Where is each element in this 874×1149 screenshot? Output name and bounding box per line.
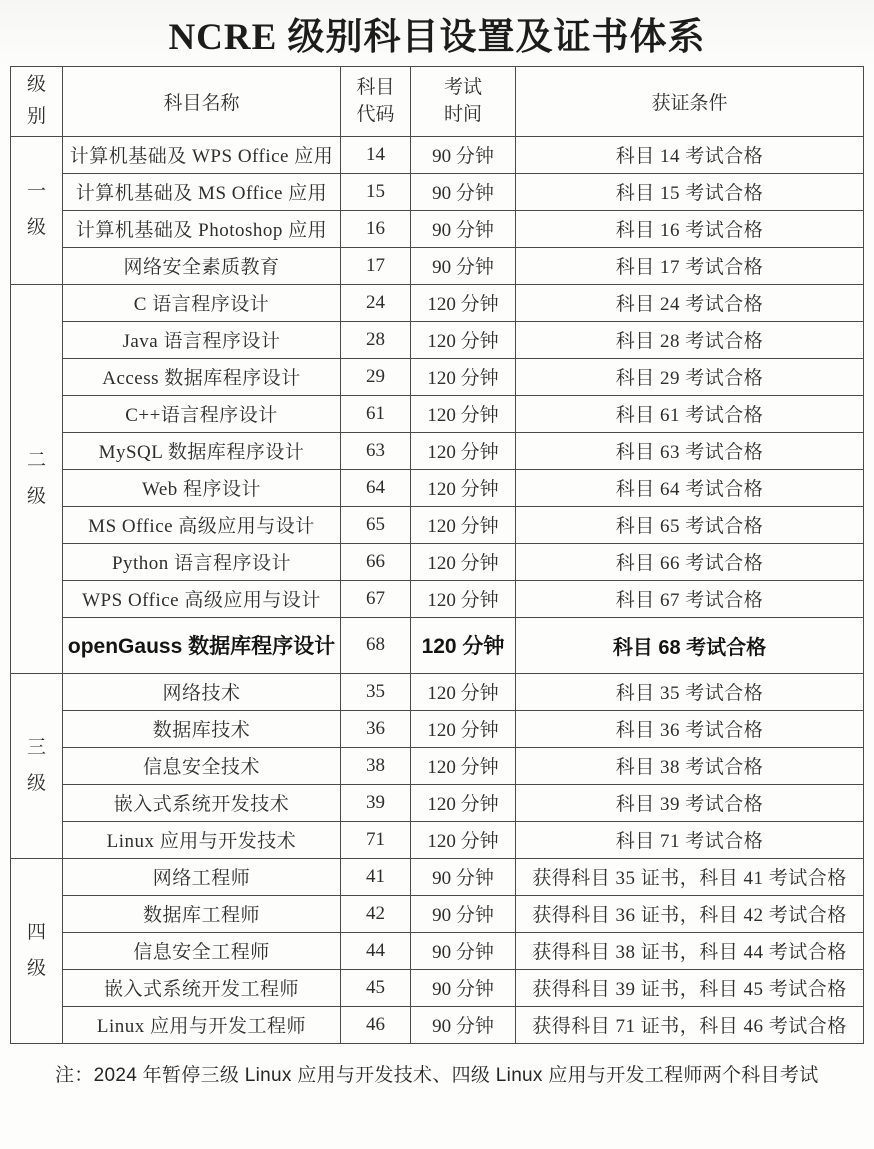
table-row: [11, 673, 864, 710]
code-cell: 46: [341, 1006, 411, 1043]
subject-cell: 计算机基础及 MS Office 应用: [63, 173, 341, 210]
duration-cell: 120 分钟: [411, 673, 516, 710]
condition-cell: 获得科目 71 证书，科目 46 考试合格: [516, 1006, 864, 1043]
code-cell: 71: [341, 821, 411, 858]
condition-cell: 科目 17 考试合格: [516, 247, 864, 284]
subject-cell: 数据库工程师: [63, 895, 341, 932]
code-cell: 39: [341, 784, 411, 821]
level-label: 四级: [11, 858, 63, 1043]
duration-cell: 120 分钟: [411, 284, 516, 321]
code-cell: 14: [341, 136, 411, 173]
table-row: [11, 284, 864, 321]
duration-cell: 120 分钟: [411, 395, 516, 432]
code-cell: 44: [341, 932, 411, 969]
level-label: 二级: [11, 284, 63, 673]
duration-cell: 90 分钟: [411, 136, 516, 173]
header-condition: 获证条件: [516, 67, 864, 137]
table-row: [11, 1006, 864, 1043]
condition-cell: 科目 67 考试合格: [516, 580, 864, 617]
duration-cell: 90 分钟: [411, 173, 516, 210]
duration-cell: 120 分钟: [411, 747, 516, 784]
condition-cell: 获得科目 39 证书，科目 45 考试合格: [516, 969, 864, 1006]
subject-cell: Java 语言程序设计: [63, 321, 341, 358]
subject-cell: MS Office 高级应用与设计: [63, 506, 341, 543]
duration-cell: 90 分钟: [411, 210, 516, 247]
duration-cell: 90 分钟: [411, 247, 516, 284]
condition-cell: 科目 28 考试合格: [516, 321, 864, 358]
condition-cell: 科目 24 考试合格: [516, 284, 864, 321]
table-row: [11, 858, 864, 895]
code-cell: 16: [341, 210, 411, 247]
subject-cell: WPS Office 高级应用与设计: [63, 580, 341, 617]
duration-cell: 90 分钟: [411, 895, 516, 932]
condition-cell: 获得科目 35 证书，科目 41 考试合格: [516, 858, 864, 895]
subject-cell: C++语言程序设计: [63, 395, 341, 432]
code-cell: 42: [341, 895, 411, 932]
table-row: [11, 710, 864, 747]
code-cell: 35: [341, 673, 411, 710]
table-row: [11, 969, 864, 1006]
page-title: NCRE 级别科目设置及证书体系: [168, 17, 706, 58]
code-cell: 15: [341, 173, 411, 210]
subject-cell: Web 程序设计: [63, 469, 341, 506]
duration-cell: 120 分钟: [411, 506, 516, 543]
condition-cell: 科目 65 考试合格: [516, 506, 864, 543]
duration-cell: 90 分钟: [411, 1006, 516, 1043]
duration-cell: 120 分钟: [411, 617, 516, 673]
ncre-table: [10, 66, 864, 1044]
condition-cell: 科目 39 考试合格: [516, 784, 864, 821]
subject-cell: 计算机基础及 WPS Office 应用: [63, 136, 341, 173]
duration-cell: 120 分钟: [411, 432, 516, 469]
condition-cell: 科目 61 考试合格: [516, 395, 864, 432]
subject-cell: 信息安全技术: [63, 747, 341, 784]
duration-cell: 120 分钟: [411, 580, 516, 617]
code-cell: 17: [341, 247, 411, 284]
code-cell: 65: [341, 506, 411, 543]
subject-cell: Python 语言程序设计: [63, 543, 341, 580]
table-row: [11, 432, 864, 469]
subject-cell: 网络工程师: [63, 858, 341, 895]
subject-cell: MySQL 数据库程序设计: [63, 432, 341, 469]
table-row: [11, 469, 864, 506]
code-cell: 29: [341, 358, 411, 395]
table-row: [11, 580, 864, 617]
table-row: [11, 932, 864, 969]
header-subject: 科目名称: [63, 67, 341, 137]
subject-cell: 计算机基础及 Photoshop 应用: [63, 210, 341, 247]
table-row: [11, 895, 864, 932]
condition-cell: 科目 66 考试合格: [516, 543, 864, 580]
duration-cell: 90 分钟: [411, 858, 516, 895]
subject-cell: Access 数据库程序设计: [63, 358, 341, 395]
header-code: 科目代码: [341, 67, 411, 137]
table-row: [11, 543, 864, 580]
code-cell: 66: [341, 543, 411, 580]
table-row: [11, 784, 864, 821]
subject-cell: Linux 应用与开发工程师: [63, 1006, 341, 1043]
duration-cell: 120 分钟: [411, 358, 516, 395]
subject-cell: C 语言程序设计: [63, 284, 341, 321]
code-cell: 61: [341, 395, 411, 432]
condition-cell: 科目 35 考试合格: [516, 673, 864, 710]
condition-cell: 科目 36 考试合格: [516, 710, 864, 747]
duration-cell: 120 分钟: [411, 710, 516, 747]
condition-cell: 科目 63 考试合格: [516, 432, 864, 469]
duration-cell: 120 分钟: [411, 469, 516, 506]
subject-cell: 信息安全工程师: [63, 932, 341, 969]
table-row: [11, 321, 864, 358]
condition-cell: 科目 64 考试合格: [516, 469, 864, 506]
table-row: [11, 173, 864, 210]
code-cell: 64: [341, 469, 411, 506]
condition-cell: 科目 29 考试合格: [516, 358, 864, 395]
table-row: [11, 821, 864, 858]
table-row: [11, 747, 864, 784]
code-cell: 38: [341, 747, 411, 784]
duration-cell: 90 分钟: [411, 932, 516, 969]
table-row: [11, 358, 864, 395]
code-cell: 28: [341, 321, 411, 358]
ncre-table-body: [11, 136, 864, 1043]
header-level: 级别: [11, 67, 63, 137]
subject-cell: Linux 应用与开发技术: [63, 821, 341, 858]
code-cell: 36: [341, 710, 411, 747]
code-cell: 63: [341, 432, 411, 469]
duration-cell: 120 分钟: [411, 821, 516, 858]
code-cell: 41: [341, 858, 411, 895]
condition-cell: 科目 68 考试合格: [516, 617, 864, 673]
header-row: [11, 67, 864, 137]
duration-cell: 120 分钟: [411, 784, 516, 821]
subject-cell: 网络安全素质教育: [63, 247, 341, 284]
condition-cell: 科目 15 考试合格: [516, 173, 864, 210]
code-cell: 67: [341, 580, 411, 617]
table-header: [11, 67, 864, 137]
duration-cell: 90 分钟: [411, 969, 516, 1006]
duration-cell: 120 分钟: [411, 543, 516, 580]
code-cell: 68: [341, 617, 411, 673]
condition-cell: 科目 14 考试合格: [516, 136, 864, 173]
duration-cell: 120 分钟: [411, 321, 516, 358]
header-duration: 考试时间: [411, 67, 516, 137]
condition-cell: 科目 71 考试合格: [516, 821, 864, 858]
subject-cell: 数据库技术: [63, 710, 341, 747]
condition-cell: 科目 38 考试合格: [516, 747, 864, 784]
code-cell: 45: [341, 969, 411, 1006]
table-row: [11, 617, 864, 673]
condition-cell: 获得科目 36 证书，科目 42 考试合格: [516, 895, 864, 932]
subject-cell: 嵌入式系统开发工程师: [63, 969, 341, 1006]
level-label: 三级: [11, 673, 63, 858]
condition-cell: 科目 16 考试合格: [516, 210, 864, 247]
subject-cell: 网络技术: [63, 673, 341, 710]
table-row: [11, 210, 864, 247]
table-row: [11, 395, 864, 432]
subject-cell: openGauss 数据库程序设计: [63, 617, 341, 673]
table-row: [11, 247, 864, 284]
condition-cell: 获得科目 38 证书，科目 44 考试合格: [516, 932, 864, 969]
table-row: [11, 136, 864, 173]
code-cell: 24: [341, 284, 411, 321]
footnote: 注：2024 年暂停三级 Linux 应用与开发技术、四级 Linux 应用与开发工程师两个科目考试: [55, 1065, 819, 1086]
table-row: [11, 506, 864, 543]
level-label: 一级: [11, 136, 63, 284]
subject-cell: 嵌入式系统开发技术: [63, 784, 341, 821]
